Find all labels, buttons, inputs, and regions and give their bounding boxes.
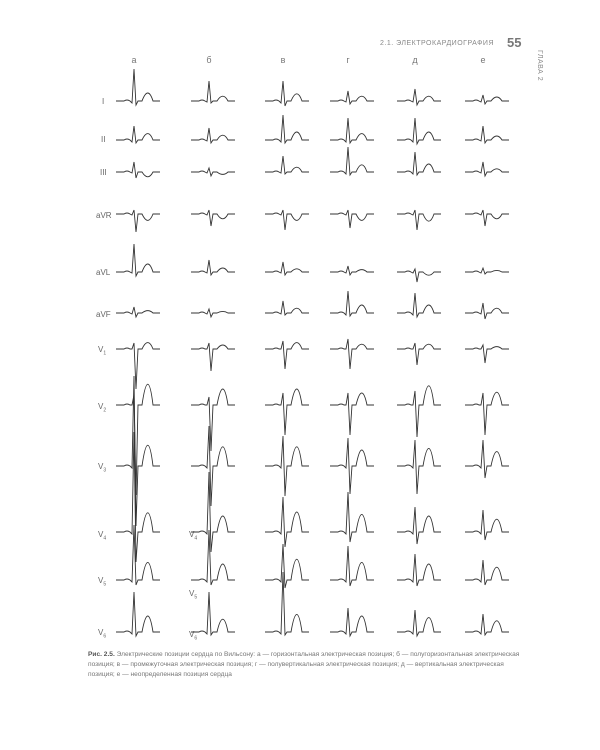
- ecg-trace-ii-col-6: [465, 126, 509, 143]
- chapter-tab: ГЛАВА 2: [536, 50, 543, 82]
- ecg-trace-v6-col-4: [330, 608, 374, 636]
- ecg-trace-v3-col-4: [330, 438, 374, 494]
- ecg-trace-avr-col-5: [397, 210, 441, 230]
- ecg-trace-v6-col-6: [465, 614, 509, 635]
- column-letter-v: в: [280, 55, 286, 65]
- column-letter-e: е: [480, 55, 486, 65]
- lead-label-v4: $V_4$: [98, 530, 107, 542]
- ecg-trace-v2-col-4: [330, 393, 374, 435]
- ecg-trace-ii-col-3: [265, 115, 309, 143]
- ecg-trace-v1-col-2: [191, 343, 235, 371]
- ecg-trace-v1-col-1: [116, 343, 160, 389]
- inline-label-b-v4: $V_4$: [189, 530, 198, 542]
- ecg-trace-avl-col-3: [265, 262, 309, 275]
- ecg-trace-iii-col-6: [465, 162, 509, 176]
- lead-label-v6: $V_6$: [98, 628, 107, 640]
- ecg-trace-v6-col-1: [116, 592, 160, 636]
- ecg-trace-v2-col-5: [397, 386, 441, 437]
- ecg-trace-v5-col-2: [191, 530, 235, 585]
- ecg-trace-avf-col-3: [265, 301, 309, 315]
- ecg-trace-i-col-3: [265, 81, 309, 106]
- ecg-trace-v2-col-2: [191, 389, 235, 451]
- ecg-trace-avr-col-4: [330, 210, 374, 228]
- column-letter-d: д: [412, 55, 418, 65]
- ecg-trace-avf-col-1: [116, 307, 160, 317]
- ecg-trace-avr-col-6: [465, 210, 509, 226]
- ecg-trace-iii-col-2: [191, 168, 235, 176]
- ecg-trace-i-col-6: [465, 95, 509, 104]
- lead-label-avf: aVF: [96, 310, 111, 319]
- ecg-trace-v5-col-4: [330, 546, 374, 586]
- ecg-trace-iii-col-3: [265, 156, 309, 174]
- ecg-trace-avl-col-2: [191, 260, 235, 275]
- ecg-trace-v3-col-1: [116, 376, 160, 526]
- running-head: 2.1. ЭЛЕКТРОКАРДИОГРАФИЯ: [380, 40, 494, 47]
- column-letter-g: г: [346, 55, 350, 65]
- ecg-trace-v1-col-4: [330, 339, 374, 369]
- ecg-trace-v4-col-2: [191, 472, 235, 552]
- lead-label-v5: $V_5$: [98, 576, 107, 588]
- column-letter-b: б: [206, 55, 212, 65]
- ecg-trace-avf-col-6: [465, 303, 509, 319]
- ecg-trace-v4-col-3: [265, 497, 309, 547]
- ecg-trace-i-col-5: [397, 89, 441, 105]
- ecg-trace-v3-col-6: [465, 440, 509, 478]
- figure-caption: [88, 650, 528, 680]
- lead-label-ii: II: [101, 135, 106, 144]
- page-number: 55: [507, 35, 522, 50]
- ecg-trace-v6-col-2: [191, 592, 235, 635]
- ecg-trace-v5-col-5: [397, 554, 441, 586]
- ecg-trace-iii-col-4: [330, 147, 374, 175]
- ecg-trace-ii-col-5: [397, 118, 441, 144]
- lead-label-v2: $V_2$: [98, 402, 107, 414]
- ecg-trace-avr-col-1: [116, 210, 160, 232]
- ecg-trace-i-col-2: [191, 81, 235, 103]
- ecg-trace-v1-col-6: [465, 345, 509, 363]
- ecg-trace-avl-col-4: [330, 266, 374, 275]
- caption-text: Электрические позиции сердца по Вильсону: а — горизонтальная электрическая позиция; б — полугоризонтальная электрическая позиция; в — промежуточная электрическая позиция; г — полувертикальная электрическая позиция; д — вертикальная электрическая позиция; е — неопределенная позиция сердца: [88, 651, 520, 678]
- ecg-trace-avr-col-2: [191, 210, 235, 226]
- ecg-trace-v4-col-4: [330, 492, 374, 542]
- ecg-trace-v4-col-5: [397, 507, 441, 544]
- ecg-trace-avl-col-5: [397, 269, 441, 282]
- ecg-trace-v1-col-3: [265, 341, 309, 369]
- ecg-trace-v3-col-5: [397, 440, 441, 494]
- ecg-trace-v1-col-5: [397, 343, 441, 365]
- ecg-trace-v3-col-2: [191, 426, 235, 506]
- ecg-trace-avr-col-3: [265, 210, 309, 230]
- ecg-trace-v4-col-1: [116, 432, 160, 562]
- caption-label: Рис. 2.5.: [88, 651, 115, 658]
- ecg-trace-v2-col-3: [265, 389, 309, 435]
- lead-label-v3: $V_3$: [98, 462, 107, 474]
- ecg-trace-ii-col-4: [330, 118, 374, 143]
- lead-label-avl: aVL: [96, 268, 111, 277]
- lead-label-v1: $V_1$: [98, 345, 107, 357]
- ecg-trace-v5-col-6: [465, 560, 509, 585]
- ecg-trace-avl-col-1: [116, 244, 160, 276]
- lead-label-iii: III: [100, 168, 107, 177]
- lead-label-avr: aVR: [96, 211, 112, 220]
- ecg-trace-iii-col-5: [397, 152, 441, 175]
- ecg-trace-v3-col-3: [265, 436, 309, 496]
- ecg-trace-ii-col-1: [116, 126, 160, 143]
- column-letter-a: а: [131, 55, 137, 65]
- ecg-trace-v5-col-3: [265, 544, 309, 588]
- ecg-trace-avf-col-5: [397, 293, 441, 317]
- ecg-trace-avl-col-6: [465, 268, 509, 274]
- ecg-trace-i-col-4: [330, 91, 374, 104]
- ecg-trace-v2-col-6: [465, 392, 509, 435]
- ecg-trace-iii-col-1: [116, 162, 160, 178]
- ecg-trace-v6-col-5: [397, 610, 441, 636]
- ecg-trace-ii-col-2: [191, 128, 235, 143]
- inline-label-b-v6: $V_6$: [189, 630, 198, 642]
- ecg-trace-avf-col-4: [330, 291, 374, 316]
- inline-label-b-v5: $V_5$: [189, 589, 198, 601]
- ecg-trace-avf-col-2: [191, 309, 235, 317]
- ecg-trace-v4-col-6: [465, 510, 509, 540]
- ecg-trace-i-col-1: [116, 69, 160, 105]
- lead-label-i: I: [102, 97, 105, 106]
